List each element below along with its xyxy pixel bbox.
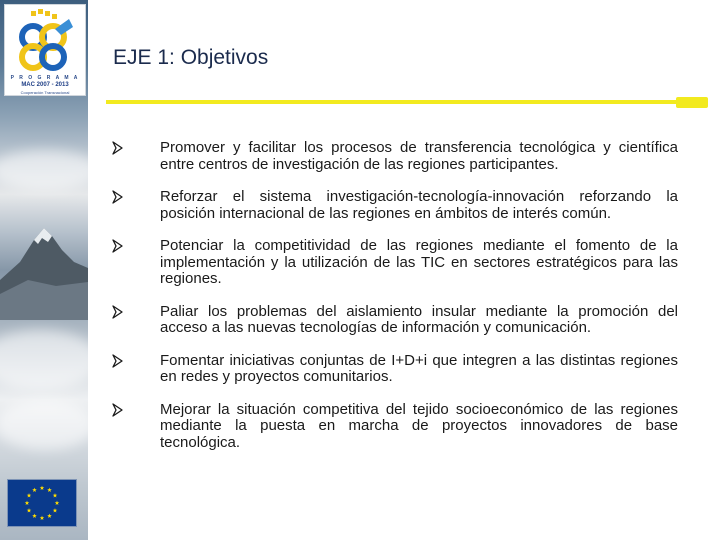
eu-star-icon [27,508,32,512]
objective-item [110,238,678,288]
slide-title: EJE 1: Objetivos [113,46,269,69]
objectives-list [110,140,678,451]
objective-text: Reforzar el sistema investigación-tecnología-innovación reforzando la posición internacional de las regiones en ámbitos de interés común. [160,188,678,222]
mac-logo-icon [11,9,79,73]
eu-star-icon [53,508,58,512]
arrow-bullet-icon [110,354,124,368]
eu-star-icon [32,488,37,492]
eu-star-icon [40,516,45,520]
eu-star-icon [40,486,45,490]
logo-mac-label: MAC 2007 - 2013 [21,82,69,88]
arrow-bullet-icon [110,190,124,204]
arrow-bullet-icon [110,305,124,319]
eu-star-icon [27,493,32,497]
eu-flag-icon [7,479,77,527]
eu-star-icon [53,493,58,497]
objective-item [110,140,678,173]
title-underline-end [676,97,708,108]
logo-program-label: P R O G R A M A [10,75,80,81]
objective-text: Fomentar iniciativas conjuntas de I+D+i que integren a las distintas regiones en redes y proyectos comunitarios. [160,351,678,385]
objective-text: Potenciar la competitividad de las regiones mediante el fomento de la implementación y la utilización de las TIC en sectores estratégicos para las regiones. [160,237,678,287]
sidebar-panel [0,0,88,540]
arrow-bullet-icon [110,239,124,253]
objective-item [110,402,678,452]
objective-item [110,353,678,386]
objective-text: Paliar los problemas del aislamiento insular mediante la promoción del acceso a las nuevas tecnologías de información y comunicación. [160,302,678,336]
title-underline [106,100,708,104]
arrow-bullet-icon [110,141,124,155]
objective-item [110,189,678,222]
logo-cooperation-label: Cooperación Transnacional [20,90,70,95]
arrow-bullet-icon [110,403,124,417]
eu-star-icon [55,501,60,505]
eu-star-icon [32,514,37,518]
eu-star-icon [25,501,30,505]
objective-text: Mejorar la situación competitiva del tejido socioeconómico de las regiones mediante la puesta en marcha de proyectos innovadores de base tecnológica. [160,400,678,451]
eu-star-icon [47,488,52,492]
objective-item [110,304,678,337]
eu-star-icon [47,514,52,518]
mountain-image [0,210,88,320]
program-logo [4,4,86,96]
objective-text: Promover y facilitar los procesos de transferencia tecnológica y científica entre centros de investigación de las regiones participantes. [160,139,678,173]
